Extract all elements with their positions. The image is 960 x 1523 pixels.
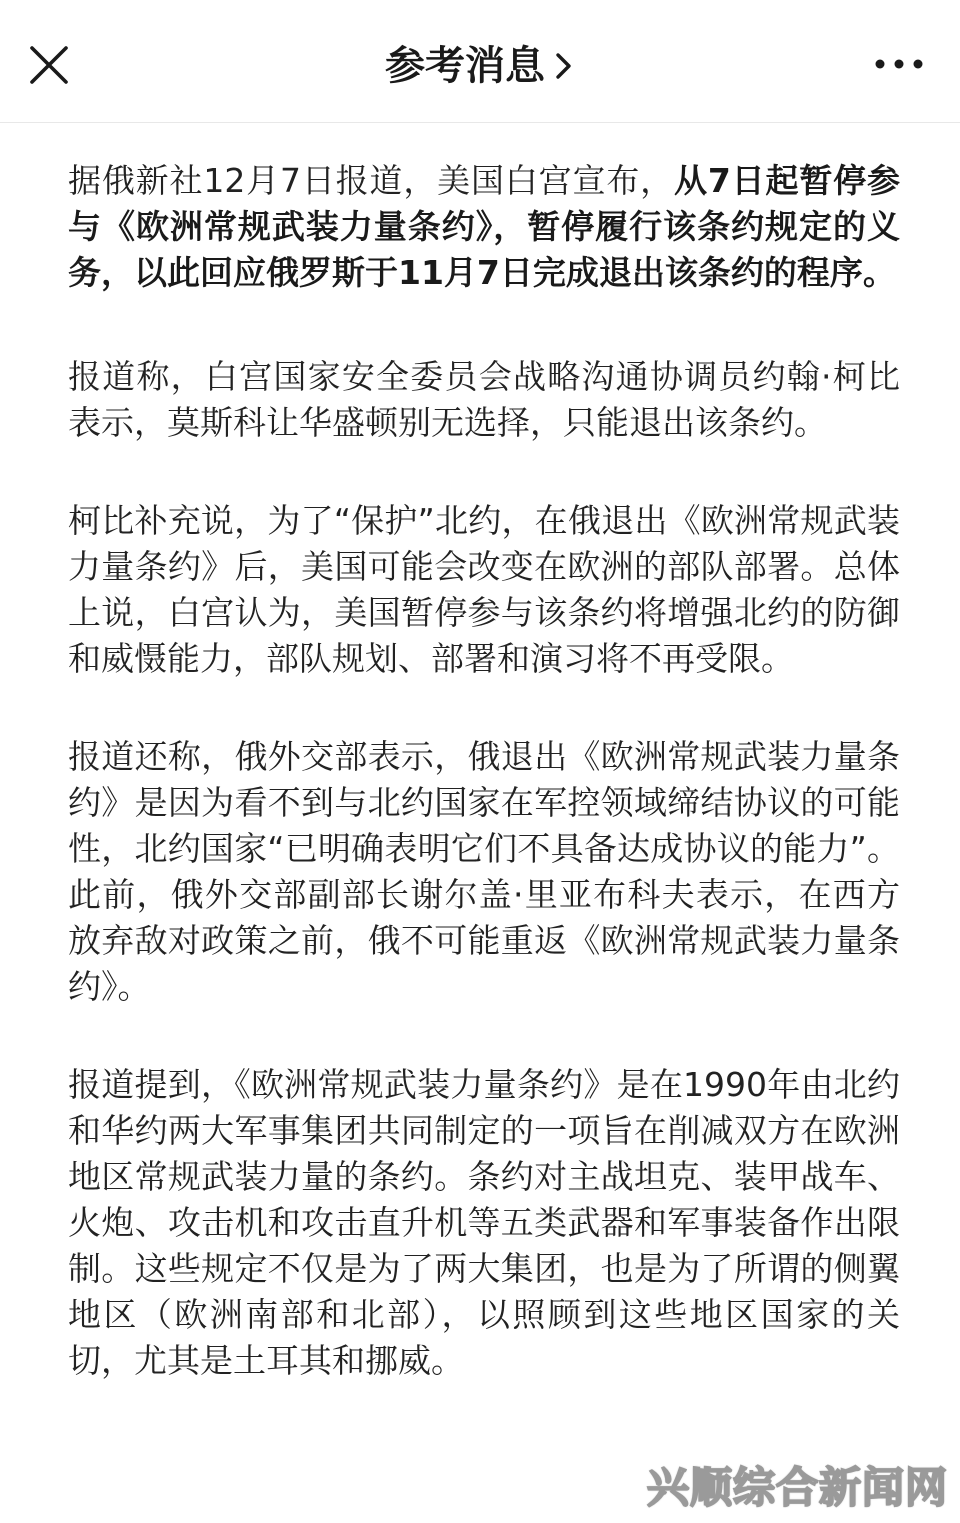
paragraph-1-lead: 据俄新社12月7日报道，美国白宫宣布， xyxy=(68,161,675,200)
more-horizontal-icon[interactable] xyxy=(874,52,924,76)
paragraph-1 xyxy=(68,158,900,296)
account-title-link[interactable] xyxy=(0,40,960,90)
chevron-right-icon[interactable] xyxy=(553,51,575,81)
paragraph-4: 报道还称，俄外交部表示，俄退出《欧洲常规武装力量条约》是因为看不到与北约国家在军控领域缔结协议的可能性，北约国家“已明确表明它们不具备达成协议的能力”。此前，俄外交部副部长谢尔盖·里亚布科夫表示，在西方放弃敌对政策之前，俄不可能重返《欧洲常规武装力量条约》。 xyxy=(68,737,900,1006)
paragraph-3: 柯比补充说，为了“保护”北约，在俄退出《欧洲常规武装力量条约》后，美国可能会改变在欧洲的部队部署。总体上说，白宫认为，美国暂停参与该条约将增强北约的防御和威慑能力，部队规划、部署和演习将不再受限。 xyxy=(68,501,900,678)
account-name[interactable]: 参考消息 xyxy=(385,42,545,89)
top-navigation-bar xyxy=(0,0,960,123)
paragraph-1-emphasis: 从7日起暂停参与《欧洲常规武装力量条约》，暂停履行该条约规定的义务，以此回应俄罗斯于11月7日完成退出该条约的程序。 xyxy=(68,161,900,292)
site-watermark: 兴顺综合新闻网 xyxy=(646,1463,948,1512)
paragraph-2: 报道称，白宫国家安全委员会战略沟通协调员约翰·柯比表示，莫斯科让华盛顿别无选择，只能退出该条约。 xyxy=(68,357,900,442)
article-body xyxy=(68,158,900,1436)
paragraph-5: 报道提到，《欧洲常规武装力量条约》是在1990年由北约和华约两大军事集团共同制定的一项旨在削减双方在欧洲地区常规武装力量的条约。条约对主战坦克、装甲战车、火炮、攻击机和攻击直升机等五类武器和军事装备作出限制。这些规定不仅是为了两大集团，也是为了所谓的侧翼地区（欧洲南部和北部），以照顾到这些地区国家的关切，尤其是土耳其和挪威。 xyxy=(68,1065,900,1380)
